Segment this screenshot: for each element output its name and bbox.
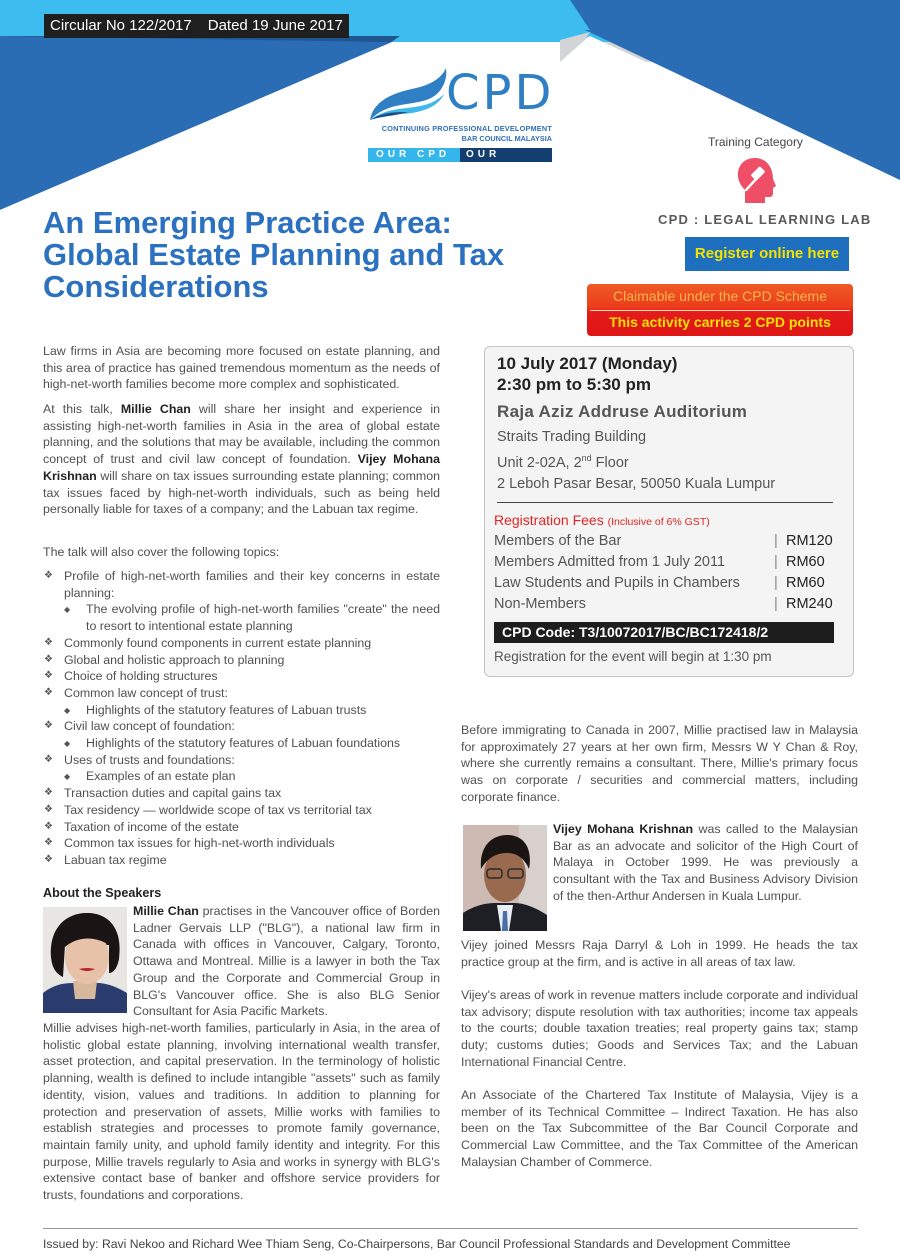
text: At this talk, (43, 402, 121, 416)
topic-item (43, 635, 440, 652)
event-date: 10 July 2017 (Monday) (497, 354, 678, 373)
topic-item (43, 785, 440, 802)
fee-label: Law Students and Pupils in Chambers (494, 575, 740, 591)
topic-item (43, 652, 440, 669)
divider (497, 502, 833, 503)
topic-item (43, 835, 440, 852)
topics-intro: The talk will also cover the following topics: (43, 545, 280, 559)
fee-separator: | (774, 575, 778, 591)
registration-time: Registration for the event will begin at 1:30 pm (494, 649, 772, 664)
topic-text: Choice of holding structures (64, 669, 218, 684)
fee-row (494, 533, 837, 554)
topic-text: Highlights of the statutory features of Labuan foundations (86, 736, 401, 751)
vijey-krishnan-affiliations: An Associate of the Chartered Tax Institute of Malaysia, Vijey is a member of its Technical Committee – Indirect Taxation. He has also been on the Tax Subcommittee of the Bar Council Corporate and Commercial Law Committee, and the Tax Committee of the American Malaysian Chamber of Commerce. (461, 1088, 858, 1169)
fees-note: (Inclusive of 6% GST) (607, 516, 710, 528)
speakers-heading: About the Speakers (43, 886, 162, 900)
topic-text: Taxation of income of the estate (64, 819, 239, 834)
four-diamond-bullet-icon: ❖ (44, 636, 53, 648)
diamond-bullet-icon: ◆ (64, 772, 71, 782)
text: will share her insight and experience in assisting high-net-worth families in Asia in the area of global estate planning, and the solutions that may be available, including the common concept of trust and civil law concept of foundation. (43, 402, 440, 467)
fee-row (494, 596, 837, 617)
address-line-3: 2 Leboh Pasar Besar, 50050 Kuala Lumpur (497, 475, 776, 492)
topics-list (43, 568, 440, 869)
diamond-bullet-icon: ◆ (64, 705, 71, 715)
topic-text: Commonly found components in current estate planning (64, 635, 372, 650)
four-diamond-bullet-icon: ❖ (44, 853, 53, 865)
topic-text: Tax residency — worldwide scope of tax vs territorial tax (64, 802, 372, 817)
event-venue: Raja Aziz Addruse Auditorium (497, 402, 748, 421)
topic-item (43, 802, 440, 819)
topic-text: Civil law concept of foundation: (64, 719, 235, 734)
circular-date: Dated 19 June 2017 (207, 17, 343, 34)
fee-separator: | (774, 533, 778, 549)
logo-wordmark: CPD (446, 65, 555, 121)
speaker-name: Millie Chan (133, 904, 199, 918)
topic-text: Profile of high-net-worth families and their key concerns in estate planning: (64, 569, 440, 600)
speaker-name: Millie Chan (120, 402, 191, 416)
speaker-name: Vijey Mohana Krishnan (43, 452, 440, 483)
millie-chan-bio-continued: Millie advises high-net-worth families, particularly in Asia, in the area of holistic global estate planning, involving international wealth transfer, asset protection, and capital preservation. In the terminology of holistic planning, wealth is defined to include intangible "assets" such as family identity, vision, values and traditions. In addition to planning for protection and preservation of assets, Millie works with families to establish strategies and processes to promote family governance, maintain family unity, and uphold family identity and integrity. For this purpose, Millie travels regularly to Asia and works in synergy with BLG's extensive contact base of banker and offshore service providers for trusts, foundations and corporations. (43, 1021, 440, 1203)
fee-row (494, 554, 837, 575)
text: practises in the Vancouver office of Borden Ladner Gervais LLP ("BLG"), a national law firm in Canada with offices in Vancouver, Calgary, Toronto, Ottawa and Montreal. Millie is a lawyer in both the Tax Group and the Corporate and Commercial Group in BLG's Vancouver office. She is also BLG Senior Consultant for Asia Pacific Markets. (133, 904, 441, 1019)
address-unit: Unit 2-02A, 2 (497, 454, 582, 471)
four-diamond-bullet-icon: ❖ (44, 570, 53, 581)
four-diamond-bullet-icon: ❖ (44, 803, 53, 815)
vijey-krishnan-photo (463, 825, 547, 931)
topic-subitem (43, 601, 440, 634)
vijey-krishnan-expertise: Vijey's areas of work in revenue matters include corporate and individual tax advisory; dispute resolution with tax authorities; income tax appeals to the courts; double taxation treaties; real property gains tax; stamp duty; customs duties; Goods and Services Tax; and the Labuan International Financial Centre. (461, 988, 858, 1069)
event-details-box (484, 346, 854, 677)
text: was called to the Malaysian Bar as an advocate and solicitor of the High Court of Malaya in October 1999. He was previously a consultant with the Tax and Business Advisory Division of the then-Arthur Andersen in Kuala Lumpur. (553, 822, 858, 903)
topic-item (43, 752, 440, 769)
circular-number: Circular No 122/2017 (50, 17, 192, 34)
topic-text: Common law concept of trust: (64, 685, 228, 700)
address-ordinal: nd (581, 453, 592, 463)
millie-chan-photo (43, 907, 127, 1013)
topic-text: Uses of trusts and foundations: (64, 752, 235, 767)
register-online-button[interactable]: Register online here (685, 237, 849, 271)
four-diamond-bullet-icon: ❖ (44, 720, 53, 732)
diamond-bullet-icon: ◆ (64, 739, 71, 749)
banner-divider (590, 310, 850, 311)
fee-separator: | (774, 554, 778, 570)
topic-text: Highlights of the statutory features of Labuan trusts (86, 702, 367, 717)
four-diamond-bullet-icon: ❖ (44, 753, 53, 765)
talk-description (43, 401, 440, 518)
millie-chan-bio (133, 903, 440, 1020)
fee-amount: RM120 (786, 533, 833, 549)
topic-text: Transaction duties and capital gains tax (64, 786, 282, 801)
topic-item (43, 852, 440, 869)
portrait-icon (43, 907, 127, 1013)
tagline-left: OUR CPD (368, 148, 460, 162)
fee-separator: | (774, 596, 778, 612)
topic-item (43, 718, 440, 735)
vijey-krishnan-firm: Vijey joined Messrs Raja Darryl & Loh in 1999. He heads the tax practice group at the firm, and is active in all areas of tax law. (461, 938, 858, 969)
training-category-name: CPD : LEGAL LEARNING LAB (658, 212, 872, 227)
tagline-right: OUR FUTURE (460, 148, 552, 162)
circular-info (44, 14, 349, 38)
event-datetime (497, 353, 677, 395)
topic-text: The evolving profile of high-net-worth families "create" the need to resort to intentional estate planning (86, 602, 440, 634)
event-address (497, 427, 775, 495)
topic-subitem (43, 702, 440, 719)
cpd-code: CPD Code: T3/10072017/BC/BC172418/2 (494, 622, 834, 643)
head-gavel-icon (737, 157, 777, 203)
four-diamond-bullet-icon: ❖ (44, 787, 53, 799)
topic-text: Global and holistic approach to planning (64, 652, 285, 667)
cpd-points-text: This activity carries 2 CPD points (609, 314, 831, 330)
topic-item (43, 819, 440, 836)
four-diamond-bullet-icon: ❖ (44, 653, 53, 665)
fee-amount: RM240 (786, 596, 833, 612)
address-line-1: Straits Trading Building (497, 429, 647, 445)
topic-item (43, 668, 440, 685)
page-title: An Emerging Practice Area: Global Estate Planning and Tax Considerations (43, 205, 505, 304)
logo-org: BAR COUNCIL MALAYSIA (461, 134, 552, 143)
address-floor: Floor (591, 454, 629, 471)
four-diamond-bullet-icon: ❖ (44, 820, 53, 832)
four-diamond-bullet-icon: ❖ (44, 686, 53, 698)
fee-label: Members Admitted from 1 July 2011 (494, 554, 726, 570)
fees-title: Registration Fees (494, 512, 604, 528)
fee-amount: RM60 (786, 554, 825, 570)
topic-subitem (43, 768, 440, 785)
logo-tagline (368, 148, 552, 174)
diamond-bullet-icon: ◆ (64, 605, 71, 615)
portrait-icon (463, 825, 547, 931)
text: will share on tax issues surrounding estate planning; common tax issues faced by high-net-worth individuals, such as being held personally liable for taxes of a company; and the Labuan tax regime. (43, 468, 440, 517)
topic-item (43, 568, 440, 601)
topic-subitem (43, 735, 440, 752)
topic-text: Labuan tax regime (64, 852, 167, 867)
topic-text: Common tax issues for high-net-worth individuals (64, 836, 335, 851)
four-diamond-bullet-icon: ❖ (44, 670, 53, 682)
wave-logo-icon (368, 68, 448, 124)
training-category-label: Training Category (708, 135, 803, 149)
footer-divider (43, 1228, 858, 1229)
four-diamond-bullet-icon: ❖ (44, 837, 53, 849)
fee-row (494, 575, 837, 596)
cpd-logo (368, 64, 558, 174)
fee-label: Members of the Bar (494, 533, 622, 549)
address-line-2 (497, 448, 775, 474)
logo-subtitle: CONTINUING PROFESSIONAL DEVELOPMENT (381, 124, 552, 133)
speaker-name: Vijey Mohana Krishnan (553, 822, 694, 836)
fee-amount: RM60 (786, 575, 825, 591)
event-time: 2:30 pm to 5:30 pm (497, 375, 651, 394)
topic-item (43, 685, 440, 702)
topic-text: Examples of an estate plan (86, 769, 236, 784)
fees-heading (494, 512, 710, 528)
intro-paragraph: Law firms in Asia are becoming more focused on estate planning, and this area of practice has gained tremendous momentum as the needs of high-net-worth families become more complex and sophisticated. (43, 344, 440, 392)
millie-chan-background: Before immigrating to Canada in 2007, Millie practised law in Malaysia for approximately 27 years at her own firm, Messrs W Y Chan & Roy, where she currently remains a consultant. There, Millie's primary focus was on corporate / securities and commercial matters, including corporate finance. (461, 723, 858, 804)
issued-by: Issued by: Ravi Nekoo and Richard Wee Thiam Seng, Co-Chairpersons, Bar Council Professional Standards and Development Committee (43, 1237, 791, 1251)
fee-label: Non-Members (494, 596, 586, 612)
claimable-text: Claimable under the CPD Scheme (613, 288, 827, 304)
vijey-krishnan-bio (553, 821, 858, 905)
cpd-points-banner (587, 284, 853, 336)
